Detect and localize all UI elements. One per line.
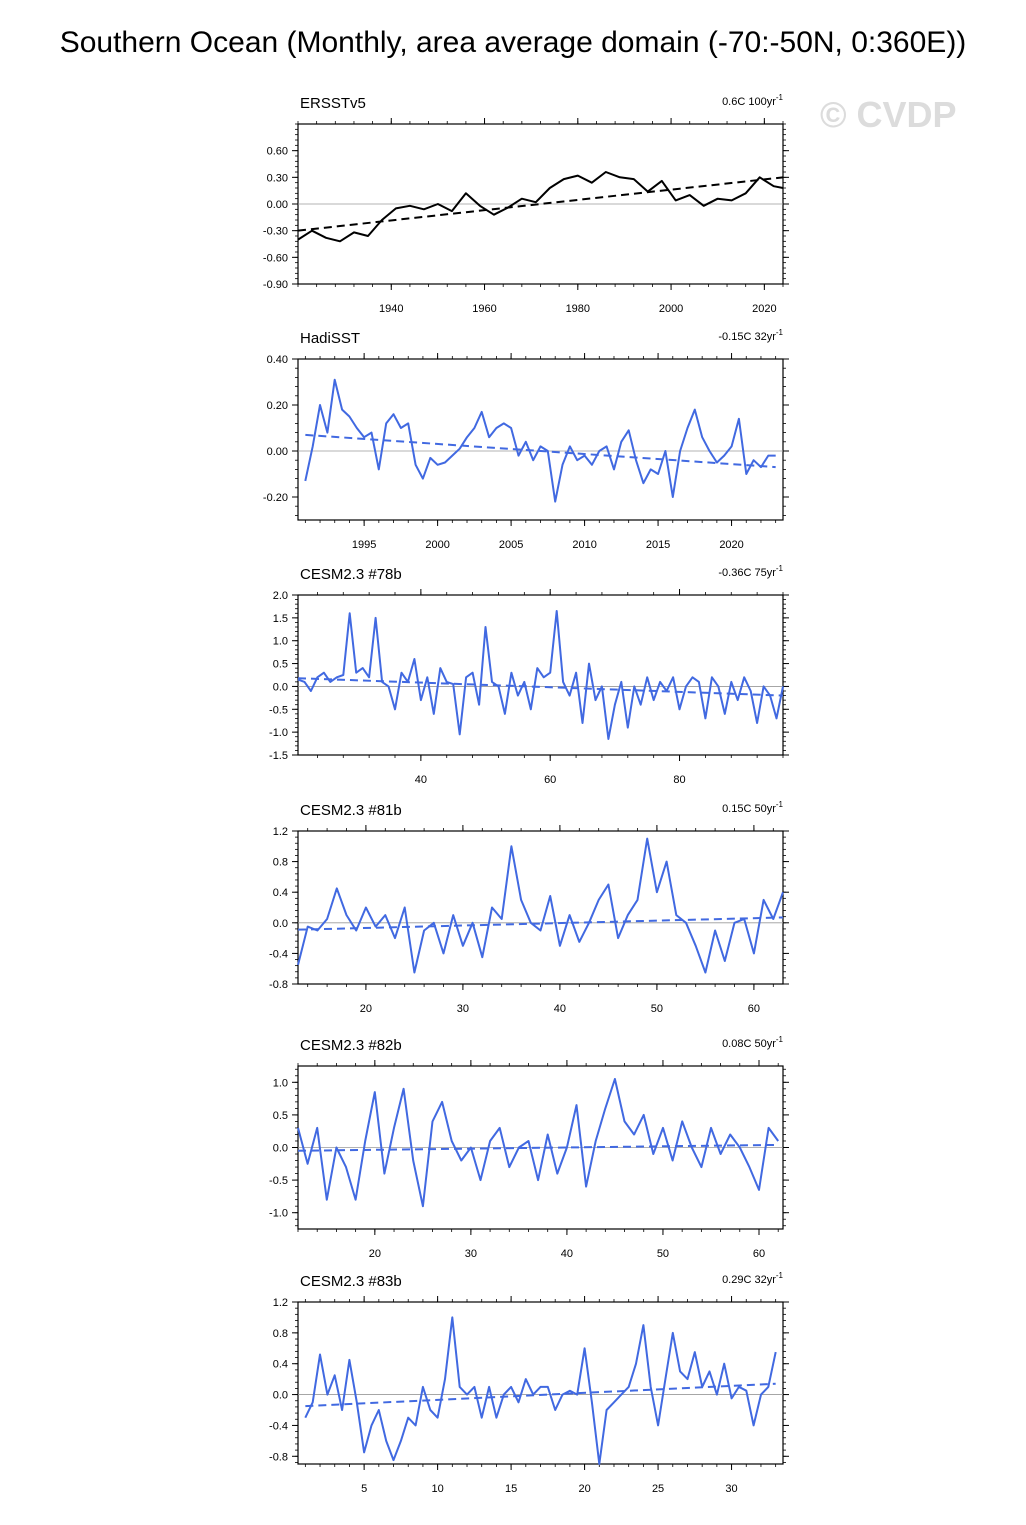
x-tick-label: 25 [651,1483,665,1495]
y-tick-label: -0.4 [269,948,288,961]
series-line [298,611,783,739]
y-tick-label: -0.5 [269,704,288,717]
x-tick-label: 60 [752,1248,766,1260]
x-tick-label: 20 [359,1003,373,1015]
x-tick-label: 60 [747,1003,761,1015]
x-tick-label: 60 [544,774,557,786]
y-tick-label: -0.30 [262,225,288,238]
x-tick-label: 30 [456,1003,470,1015]
chart-panel [263,328,789,551]
series-line [298,839,783,973]
trend-label: 0.08C $50yr^{-1}$ [722,1035,783,1050]
x-tick-label: 2010 [572,539,597,551]
x-tick-label: 10 [431,1483,444,1495]
x-tick-label: 1940 [379,303,404,315]
panel-title: CESM2.3 #82b [300,1037,402,1054]
x-tick-label: 30 [464,1248,477,1260]
x-tick-label: 15 [504,1483,518,1495]
y-tick-label: 0.8 [272,856,288,869]
x-tick-label: 40 [414,774,427,786]
page-title: Southern Ocean (Monthly, area average domain (-70:-50N, 0:360E)) [59,26,967,59]
y-tick-label: 1.5 [272,612,288,625]
y-tick-label: -0.5 [269,1175,288,1188]
x-tick-label: 20 [368,1248,381,1260]
y-tick-label: 0.40 [266,354,288,366]
y-tick-label: 1.0 [272,635,288,648]
y-tick-label: 0.4 [272,887,288,900]
trend-label: 0.29C $32yr^{-1}$ [722,1271,783,1286]
x-tick-label: 80 [673,774,686,786]
panel-title: CESM2.3 #83b [300,1273,402,1290]
y-tick-label: -0.8 [269,979,288,991]
series-line [298,1079,778,1206]
watermark: © CVDP [820,94,957,135]
x-tick-label: 2015 [645,539,671,551]
y-tick-label: 1.0 [272,1077,288,1090]
chart-panel [269,1035,789,1260]
x-tick-label: 50 [650,1003,664,1015]
x-tick-label: 1995 [351,539,377,551]
y-tick-label: -0.8 [269,1451,288,1464]
y-tick-label: 0.60 [266,145,288,158]
y-tick-label: -1.5 [269,750,288,762]
y-tick-label: -1.0 [269,1207,288,1220]
y-tick-label: -0.4 [269,1420,288,1433]
y-tick-label: 0.20 [266,400,288,412]
y-tick-label: -1.0 [269,727,288,740]
x-tick-label: 2005 [498,539,524,551]
x-tick-label: 2000 [425,539,450,551]
x-tick-label: 2000 [658,303,684,315]
y-tick-label: 1.2 [272,1297,288,1309]
x-tick-label: 30 [725,1483,738,1495]
y-tick-label: 0.5 [272,658,288,671]
y-tick-label: 0.30 [266,172,288,185]
plot-frame [298,831,783,984]
y-tick-label: 0.8 [272,1327,288,1340]
x-tick-label: 5 [361,1483,368,1495]
y-tick-label: 2.0 [272,590,288,602]
trend-label: -0.36C $75yr^{-1}$ [718,564,783,579]
x-tick-label: 1980 [565,303,591,315]
x-tick-label: 40 [553,1003,567,1015]
trend-label: 0.15C $50yr^{-1}$ [722,800,783,815]
chart-panel [269,800,789,1015]
x-tick-label: 2020 [752,303,777,315]
x-tick-label: 20 [578,1483,591,1495]
chart-panel [269,1271,789,1495]
panel-title: CESM2.3 #81b [300,802,402,819]
x-tick-label: 1960 [472,303,497,315]
x-tick-label: 40 [560,1248,574,1260]
y-tick-label: -0.60 [262,252,288,265]
y-tick-label: 1.2 [272,826,288,838]
panel-title: HadiSST [300,330,361,347]
y-tick-label: 0.0 [272,681,288,694]
y-tick-label: -0.20 [262,492,288,504]
y-tick-label: 0.5 [272,1109,288,1122]
panel-title: CESM2.3 #78b [300,566,402,583]
series-line [305,1317,775,1464]
y-tick-label: -0.90 [262,279,288,291]
x-tick-label: 2020 [719,539,744,551]
y-tick-label: 0.4 [272,1358,288,1371]
plot-frame [298,595,783,755]
panel-title: ERSSTv5 [300,95,366,112]
y-tick-label: 0.00 [266,199,288,211]
chart-panel [269,564,789,786]
trend-label: 0.6C $100yr^{-1}$ [722,93,783,108]
y-tick-label: 0.00 [266,446,288,458]
plot-frame [298,1302,783,1464]
y-tick-label: 0.0 [272,917,288,930]
trend-label: -0.15C $32yr^{-1}$ [718,328,783,343]
chart-panel [263,93,789,315]
series-line [298,172,783,241]
y-tick-label: 0.0 [272,1142,288,1155]
y-tick-label: 0.0 [272,1389,288,1402]
x-tick-label: 50 [656,1248,670,1260]
